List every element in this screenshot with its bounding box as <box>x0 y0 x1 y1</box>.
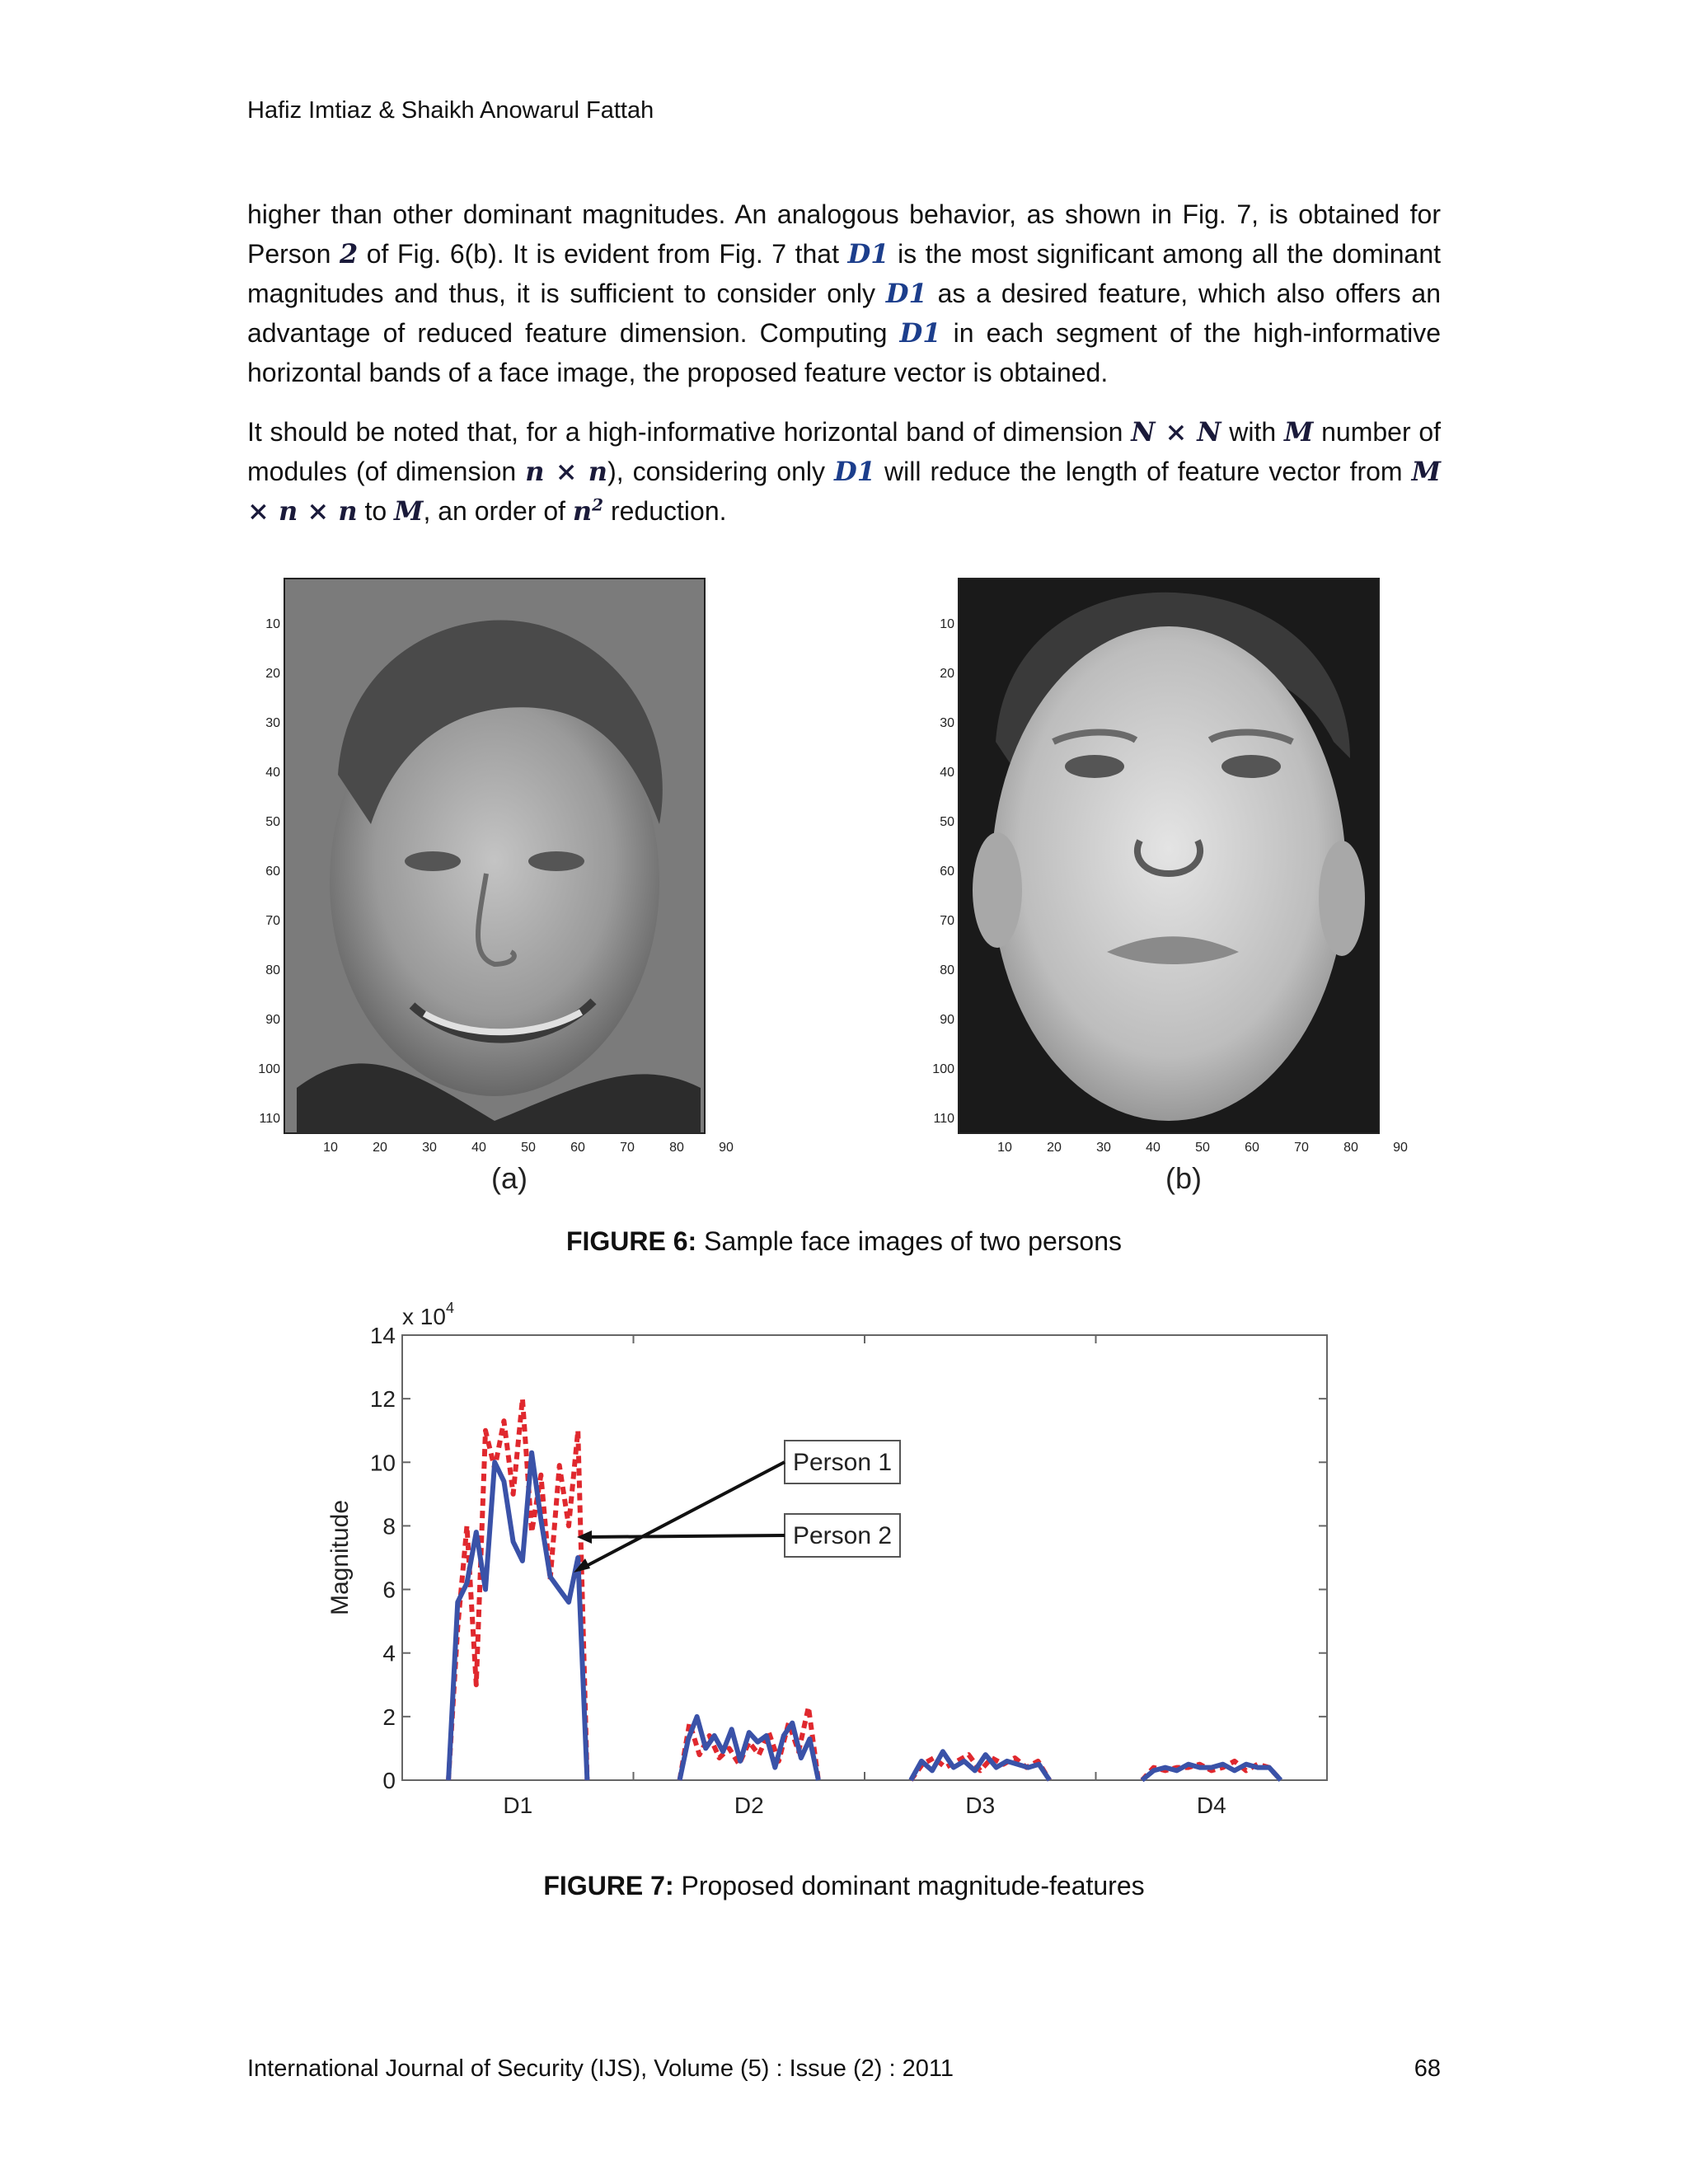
text-run: is the most significant among all the dominant magnitudes and thus, it is sufficient to consider only <box>247 239 1442 308</box>
text-run: with <box>1221 417 1284 447</box>
x-tick-label: 30 <box>1096 1141 1111 1155</box>
figure-7-caption <box>0 1871 1688 1901</box>
y-tick-label: 90 <box>265 1013 280 1027</box>
y-tick-label: 10 <box>265 617 280 631</box>
x-tick-label: 60 <box>1245 1141 1259 1155</box>
math-inline: n × n <box>525 456 608 487</box>
text-run: reduction. <box>603 496 727 526</box>
x-tick-label: 10 <box>323 1141 338 1155</box>
y-tick-label: 50 <box>940 815 954 829</box>
figure-7-chart <box>326 1290 1343 1825</box>
x-tick-label: 80 <box>669 1141 684 1155</box>
body-paragraph-1 <box>247 194 1441 392</box>
y-tick-label: 60 <box>940 865 954 879</box>
x-tick-label: 50 <box>521 1141 536 1155</box>
y-axis-label: Magnitude <box>326 1499 354 1616</box>
math-inline: M <box>394 495 424 527</box>
figure-6-caption <box>0 1226 1688 1257</box>
x-tick-label: D4 <box>1196 1793 1226 1818</box>
running-head: Hafiz Imtiaz & Shaikh Anowarul Fattah <box>247 97 654 124</box>
math-inline: 2 <box>339 238 359 269</box>
text-run: higher than other dominant magnitudes. An analogous behavior, as shown in Fig. 7, is obtained for Person <box>247 199 1441 269</box>
y-tick-label: 14 <box>369 1323 396 1348</box>
y-tick-label: 4 <box>382 1640 396 1666</box>
panel-label-b: (b) <box>1165 1161 1202 1195</box>
text-run: number of modules (of dimension <box>247 417 1442 486</box>
y-tick-label: 10 <box>369 1450 396 1476</box>
annotation-arrow <box>585 1535 785 1537</box>
text-run: in each segment of the high-informative horizontal bands of a face image, the proposed feature vector is obtained. <box>247 318 1442 387</box>
y-multiplier-exponent: 4 <box>445 1300 454 1316</box>
x-tick-label: D2 <box>734 1793 764 1818</box>
y-tick-label: 8 <box>382 1513 396 1540</box>
face-image-b <box>921 577 1408 1203</box>
y-tick-label: 50 <box>265 815 280 829</box>
y-tick-label: 70 <box>265 914 280 928</box>
caption-text: Proposed dominant magnitude-features <box>673 1871 1145 1900</box>
face-a-x-axis <box>323 1141 734 1155</box>
face-a-y-axis <box>258 617 280 1126</box>
y-tick-label: 60 <box>265 865 280 879</box>
text-run: It should be noted that, for a high-informative horizontal band of dimension <box>247 417 1132 447</box>
math-superscript: 2 <box>592 494 604 515</box>
y-tick-label: 30 <box>265 716 280 730</box>
y-tick-label: 12 <box>369 1386 396 1413</box>
math-inline: N × N <box>1131 416 1221 448</box>
math-inline: D1 <box>834 456 876 487</box>
y-tick-label: 70 <box>940 914 954 928</box>
y-tick-label: 90 <box>940 1013 954 1027</box>
x-tick-label: 80 <box>1343 1141 1358 1155</box>
face-b-y-axis <box>932 617 954 1126</box>
x-tick-label: 10 <box>997 1141 1012 1155</box>
panel-label-a: (a) <box>491 1161 528 1195</box>
y-tick-label: 2 <box>382 1704 396 1730</box>
y-tick-label: 10 <box>940 617 954 631</box>
x-tick-label: 20 <box>373 1141 387 1155</box>
x-tick-label: 60 <box>570 1141 585 1155</box>
x-tick-label: 50 <box>1195 1141 1210 1155</box>
face-image-a <box>247 577 734 1203</box>
y-tick-label: 30 <box>940 716 954 730</box>
annotation-label: Person 2 <box>792 1522 893 1549</box>
x-tick-label: 40 <box>1146 1141 1160 1155</box>
y-tick-label: 0 <box>382 1768 396 1793</box>
y-tick-label: 20 <box>265 667 280 681</box>
text-run: , an order of <box>423 496 573 526</box>
x-tick-label: 70 <box>620 1141 635 1155</box>
text-run: ), considering only <box>607 457 835 486</box>
x-tick-label: D1 <box>503 1793 533 1818</box>
x-tick-label: D3 <box>965 1793 996 1818</box>
x-tick-label: 20 <box>1047 1141 1062 1155</box>
y-tick-label: 6 <box>382 1577 396 1603</box>
text-run: will reduce the length of feature vector from <box>875 457 1412 486</box>
y-tick-label: 80 <box>940 963 954 977</box>
caption-text: Sample face images of two persons <box>696 1226 1123 1256</box>
face-image-panel-b <box>921 577 1408 1203</box>
y-tick-label: 40 <box>940 766 954 780</box>
y-tick-label: 80 <box>265 963 280 977</box>
y-tick-label: 110 <box>259 1112 280 1126</box>
caption-label: FIGURE 6: <box>565 1226 697 1256</box>
body-paragraph-2 <box>247 412 1441 531</box>
math-inline: D1 <box>885 278 927 309</box>
x-tick-label: 30 <box>422 1141 437 1155</box>
face-b-x-axis <box>997 1141 1408 1155</box>
x-tick-label: 40 <box>471 1141 486 1155</box>
math-inline: M × n × n <box>247 456 1442 527</box>
face-image-panel-a <box>247 577 734 1203</box>
y-tick-label: 100 <box>258 1062 280 1076</box>
y-multiplier-base: x 10 <box>402 1304 446 1329</box>
math-inline: n <box>572 495 593 527</box>
text-run: to <box>357 496 395 526</box>
page-number: 68 <box>1414 2055 1441 2082</box>
x-tick-label: 90 <box>1393 1141 1408 1155</box>
y-tick-label: 20 <box>940 667 954 681</box>
annotation-label: Person 1 <box>792 1449 893 1476</box>
x-tick-label: 90 <box>719 1141 734 1155</box>
y-tick-label: 40 <box>265 766 280 780</box>
text-run: as a desired feature, which also offers an advantage of reduced feature dimension. Computing <box>247 279 1442 348</box>
math-inline: D1 <box>847 238 889 269</box>
footer-journal: International Journal of Security (IJS), Volume (5) : Issue (2) : 2011 <box>247 2055 954 2082</box>
text-run: of Fig. 6(b). It is evident from Fig. 7 that <box>358 239 848 269</box>
caption-label: FIGURE 7: <box>543 1871 674 1900</box>
y-tick-label: 110 <box>933 1112 954 1126</box>
y-tick-label: 100 <box>932 1062 954 1076</box>
y-multiplier <box>402 1300 454 1329</box>
math-inline: D1 <box>899 317 941 349</box>
math-inline: M <box>1283 416 1314 448</box>
x-tick-label: 70 <box>1294 1141 1309 1155</box>
